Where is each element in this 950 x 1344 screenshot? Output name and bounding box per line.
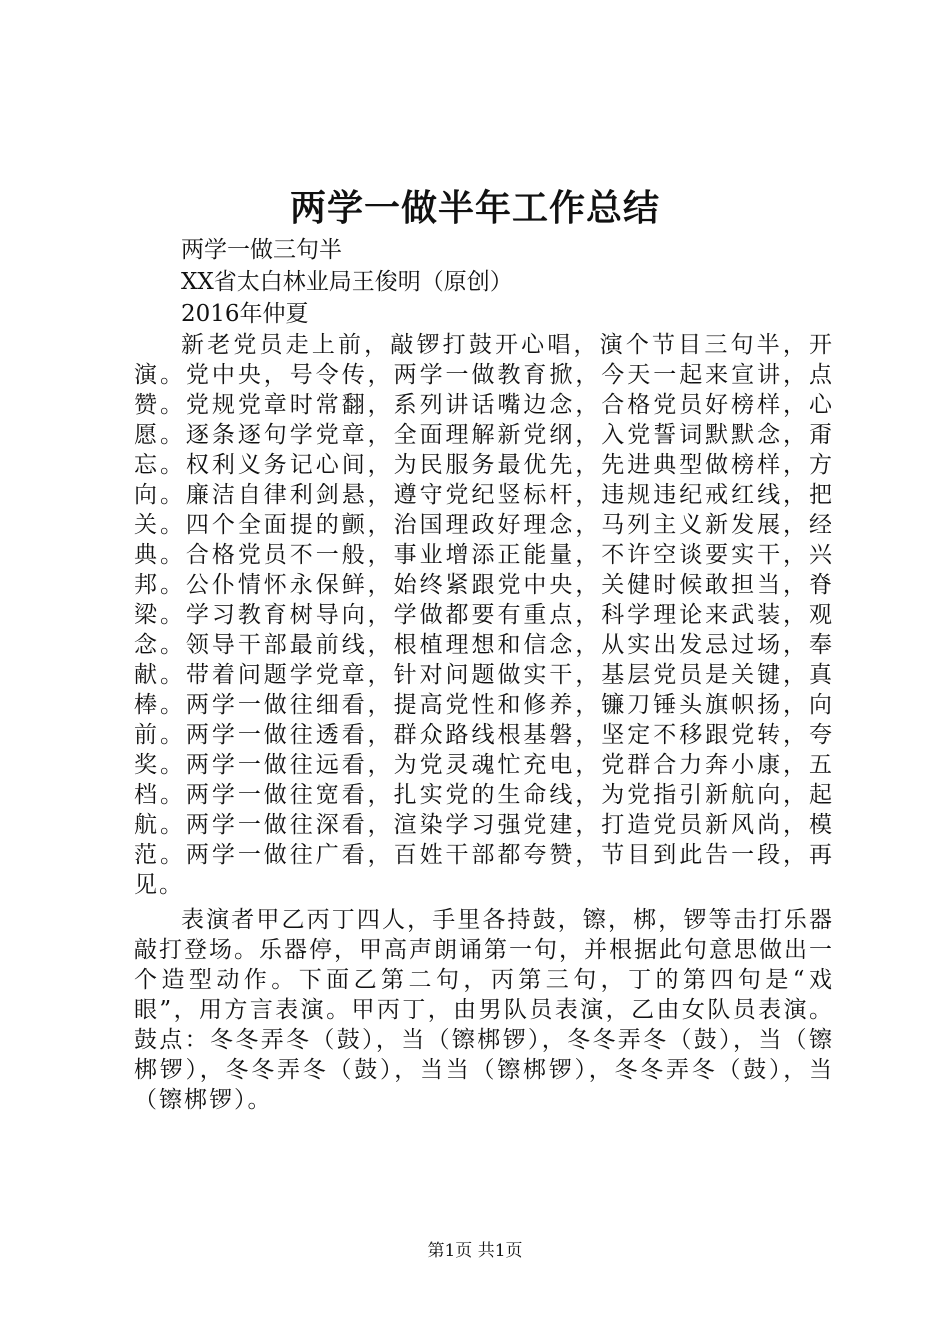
paragraph: 表演者甲乙丙丁四人，手里各持鼓，镲，梆，锣等击打乐器敲打登场。乐器停，甲高声朗诵第一句，并根据此句意思做出一个造型动作。下面乙第二句，丙第三句，丁的第四句是“戏眼”，用方言表演。甲丙丁，由男队员表演，乙由女队员表演。鼓点：冬冬弄冬（鼓），当（镲梆锣），冬冬弄冬（鼓），当（镲梆锣），冬冬弄冬（鼓），当当（镲梆锣），冬冬弄冬（鼓），当（镲梆锣）。 <box>134 907 834 1113</box>
document-title: 两学一做半年工作总结 <box>289 187 660 229</box>
page-footer: 第1页 共1页 <box>427 1241 523 1261</box>
paragraph: 新老党员走上前，敲锣打鼓开心唱，演个节目三句半，开演。党中央，号令传，两学一做教育掀，今天一起来宣讲，点赞。党规党章时常翻，系列讲话嘴边念，合格党员好榜样，心愿。逐条逐句学党章，全面理解新党纲，入党誓词默默念，甭忘。权利义务记心间，为民服务最优先，先进典型做榜样，方向。廉洁自律利剑悬，遵守党纪竖标杆，违规违纪戒红线，把关。四个全面提的颤，治国理政好理念，马列主义新发展，经典。合格党员不一般，事业增添正能量，不许空谈要实干，兴邦。公仆情怀永保鲜，始终紧跟党中央，关健时候敢担当，脊梁。学习教育树导向，学做都要有重点，科学理论来武装，观念。领导干部最前线，根植理想和信念，从实出发忌过场，奉献。带着问题学党章，针对问题做实干，基层党员是关键，真棒。两学一做往细看，提高党性和修养，镰刀锤头旗帜扬，向前。两学一做往透看，群众路线根基磐，坚定不移跟党转，夸奖。两学一做往远看，为党灵魂忙充电，党群合力奔小康，五档。两学一做往宽看，扎实党的生命线，为党指引新航向，起航。两学一做往深看，渲染学习强党建，打造党员新风尚，模范。两学一做往广看，百姓干部都夸赞，节目到此告一段，再见。 <box>134 332 834 898</box>
subtitle: 两学一做三句半 <box>181 237 342 263</box>
document-body <box>134 330 834 1120</box>
date-line: 2016年仲夏 <box>181 301 309 327</box>
author-line: XX省太白林业局王俊明（原创） <box>181 269 513 295</box>
